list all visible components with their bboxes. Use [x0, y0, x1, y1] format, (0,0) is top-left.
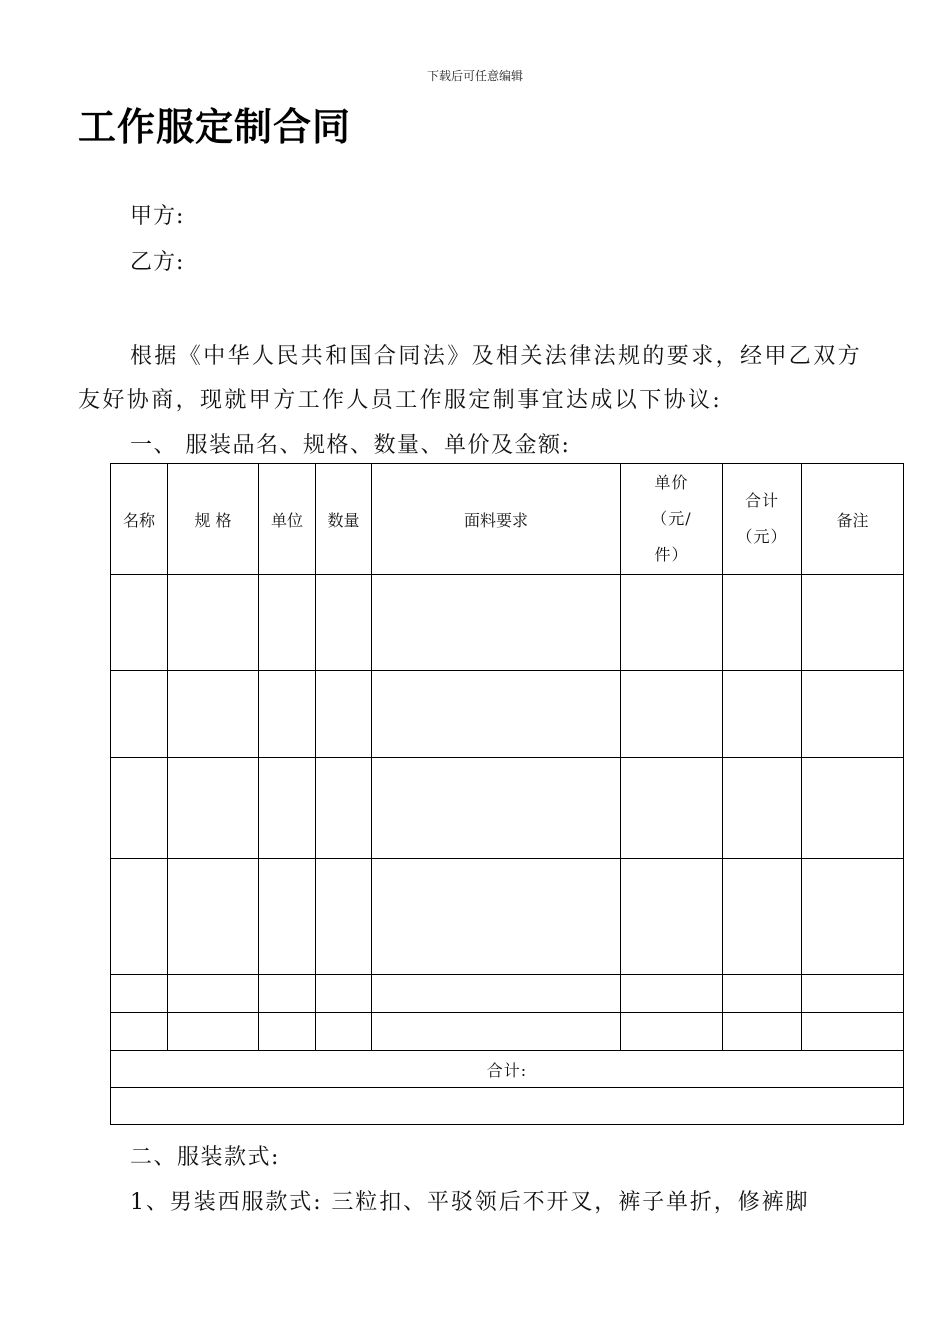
party-b-label: 乙方: [130, 250, 185, 275]
clause-1-text: 1、男装西服款式: 三粒扣、平驳领后不开叉，裤子单折，修裤脚 [130, 1190, 810, 1215]
table-cell[interactable] [111, 1013, 168, 1051]
col-header-subtotal [723, 464, 802, 575]
table-row [111, 575, 904, 671]
table-cell[interactable] [802, 859, 904, 975]
table-cell[interactable] [168, 575, 259, 671]
table-cell[interactable] [723, 1013, 802, 1051]
table-cell[interactable] [621, 575, 723, 671]
table-cell[interactable] [723, 758, 802, 859]
table-cell[interactable] [372, 671, 621, 758]
table-cell[interactable] [802, 758, 904, 859]
table-cell[interactable] [168, 859, 259, 975]
page-header-note: 下载后可任意编辑 [426, 69, 523, 83]
col-header-unit-price [621, 464, 723, 575]
table-cell[interactable] [723, 671, 802, 758]
table-cell[interactable] [621, 758, 723, 859]
table-cell[interactable] [316, 1013, 372, 1051]
table-row [111, 975, 904, 1013]
table-cell[interactable] [168, 1013, 259, 1051]
table-cell[interactable] [259, 758, 316, 859]
table-cell[interactable] [259, 1013, 316, 1051]
table-cell[interactable] [168, 671, 259, 758]
table-cell[interactable] [259, 859, 316, 975]
col-header-qty: 数量 [316, 464, 372, 575]
table-cell[interactable] [111, 758, 168, 859]
table-cell[interactable] [316, 758, 372, 859]
table-header-row [111, 464, 904, 575]
table-cell[interactable] [316, 575, 372, 671]
table-cell[interactable] [111, 575, 168, 671]
table-cell[interactable] [621, 1013, 723, 1051]
col-header-spec: 规 格 [168, 464, 259, 575]
col-header-fabric: 面料要求 [372, 464, 621, 575]
section-1-heading: 一、 服装品名、规格、数量、单价及金额: [130, 433, 571, 458]
table-row [111, 758, 904, 859]
table-cell[interactable] [372, 975, 621, 1013]
table-cell[interactable] [259, 575, 316, 671]
table-cell[interactable] [316, 671, 372, 758]
table-cell[interactable] [802, 975, 904, 1013]
table-cell[interactable] [316, 975, 372, 1013]
table-cell[interactable] [111, 1088, 904, 1125]
table-cell[interactable] [259, 671, 316, 758]
table-cell[interactable] [621, 859, 723, 975]
table-cell[interactable] [723, 975, 802, 1013]
col-header-subtotal-text: 合计（元） [736, 491, 788, 546]
table-cell[interactable] [802, 575, 904, 671]
table-cell[interactable] [372, 575, 621, 671]
table-cell[interactable] [723, 575, 802, 671]
table-row [111, 1013, 904, 1051]
intro-paragraph: 根据《中华人民共和国合同法》及相关法律法规的要求，经甲乙双方友好协商，现就甲方工作人员工作服定制事宜达成以下协议: [78, 344, 863, 413]
table-cell[interactable] [621, 671, 723, 758]
table-cell[interactable] [259, 975, 316, 1013]
table-cell[interactable] [621, 975, 723, 1013]
table-row [111, 1088, 904, 1125]
table-cell[interactable] [372, 859, 621, 975]
table-cell[interactable] [111, 975, 168, 1013]
table-cell[interactable] [372, 758, 621, 859]
table-cell[interactable] [168, 975, 259, 1013]
table-cell[interactable] [168, 758, 259, 859]
table-cell[interactable] [316, 859, 372, 975]
table-cell[interactable] [802, 1013, 904, 1051]
col-header-unit-price-text: 单价（元/件） [651, 473, 692, 564]
section-2-heading: 二、服装款式: [130, 1145, 280, 1170]
table-cell[interactable] [372, 1013, 621, 1051]
col-header-unit: 单位 [259, 464, 316, 575]
table-cell[interactable] [802, 671, 904, 758]
col-header-name: 名称 [111, 464, 168, 575]
items-table [110, 463, 904, 1125]
table-total-row [111, 1051, 904, 1088]
table-cell[interactable] [723, 859, 802, 975]
table-cell[interactable] [111, 671, 168, 758]
col-header-remarks: 备注 [802, 464, 904, 575]
table-row [111, 859, 904, 975]
document-title: 工作服定制合同 [78, 105, 352, 149]
party-a-label: 甲方: [130, 204, 185, 229]
table-cell[interactable] [111, 859, 168, 975]
total-label: 合计: [111, 1051, 904, 1088]
table-row [111, 671, 904, 758]
